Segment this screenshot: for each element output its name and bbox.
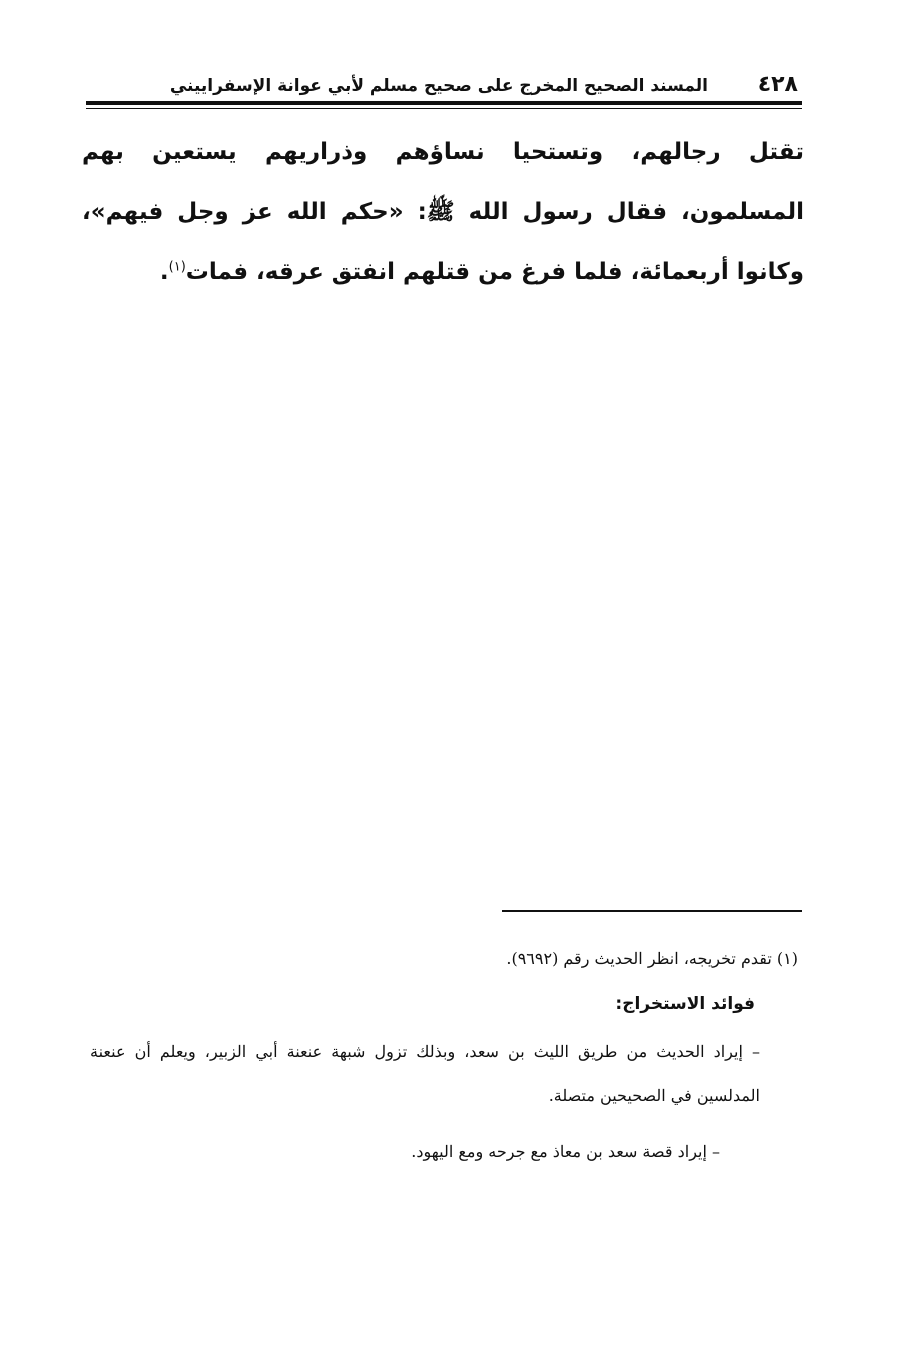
header-rule-thin [86, 108, 802, 109]
main-paragraph-end: . [159, 259, 169, 285]
footnote-marker: (١) [168, 259, 186, 275]
footnote-separator [502, 910, 802, 912]
footnote-1: (١) تقدم تخريجه، انظر الحديث رقم (٩٦٩٢). [506, 949, 798, 968]
page-header [86, 70, 802, 104]
benefit-item: – إيراد الحديث من طريق الليث بن سعد، وبذلك تزول شبهة عنعنة أبي الزبير، ويعلم أن عنعنة المدلسين في الصحيحين متصلة. [90, 1042, 760, 1105]
header-rule-thick [86, 101, 802, 105]
benefits-heading: فوائد الاستخراج: [615, 994, 755, 1014]
main-text [82, 122, 804, 302]
benefit-item: – إيراد قصة سعد بن معاذ مع جرحه ومع اليهود. [411, 1142, 720, 1161]
main-paragraph [82, 122, 804, 302]
running-title: المسند الصحيح المخرج على صحيح مسلم لأبي عوانة الإسفراييني [169, 76, 708, 96]
page-number: ٤٢٨ [757, 72, 798, 97]
main-paragraph-text: تقتل رجالهم، وتستحيا نساؤهم وذراريهم يستعين بهم المسلمون، فقال رسول الله ﷺ: «حكم الله عز وجل فيهم»، وكانوا أربعمائة، فلما فرغ من قتلهم انفتق عرقه، فمات [82, 139, 804, 285]
